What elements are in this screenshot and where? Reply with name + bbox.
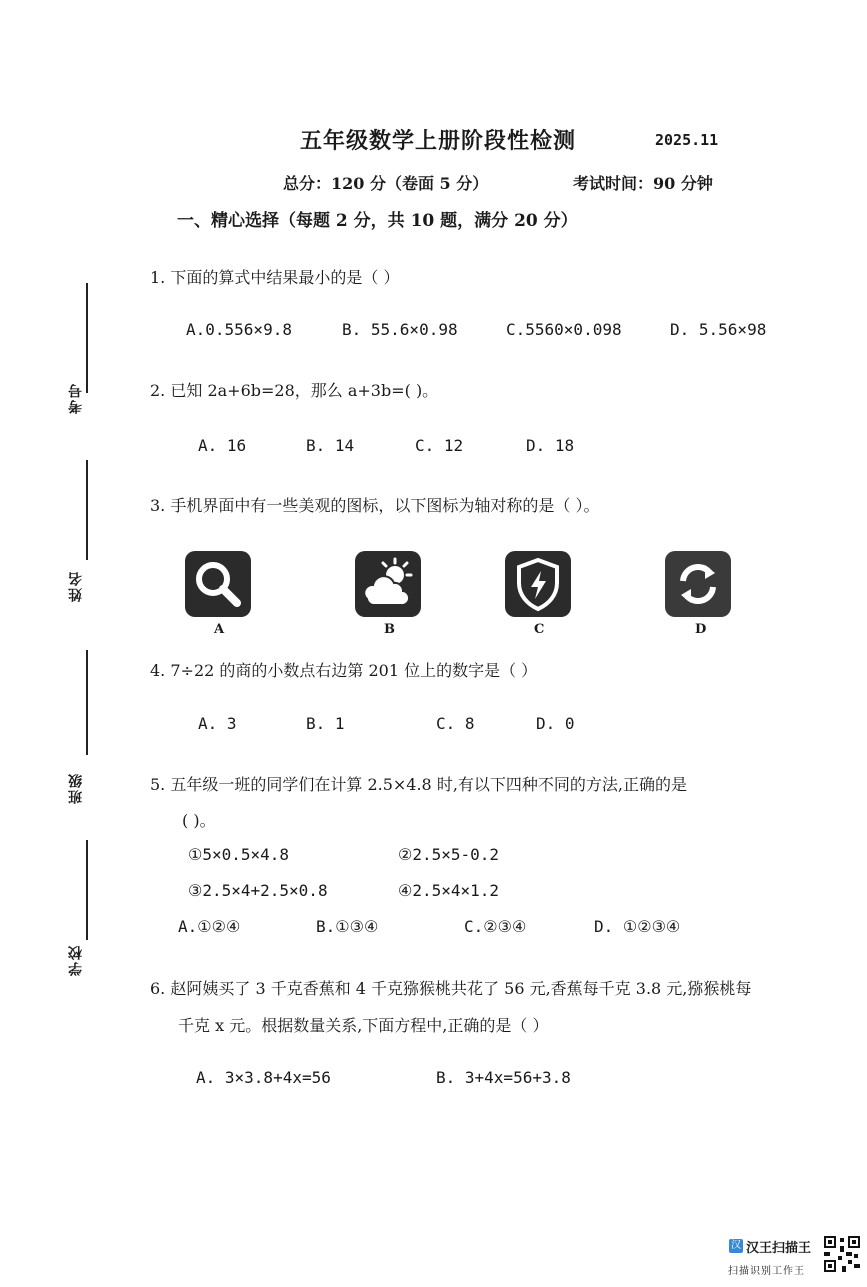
question-6-stem-cont: 千克 x 元。根据数量关系,下面方程中,正确的是（ ）: [178, 1016, 549, 1035]
exam-time: 考试时间：90 分钟: [573, 174, 713, 193]
weather-icon: [355, 551, 421, 617]
class-line: [86, 650, 88, 755]
name-line: [86, 460, 88, 560]
search-icon: [185, 551, 251, 617]
school-label: 学校: [68, 944, 84, 976]
q1-option-a: A.0.556×9.8: [186, 320, 292, 339]
q4-option-a: A. 3: [198, 714, 237, 733]
question-1-stem: 1. 下面的算式中结果最小的是（ ）: [150, 268, 400, 287]
question-5-stem: 5. 五年级一班的同学们在计算 2.5×4.8 时,有以下四种不同的方法,正确的是: [150, 775, 687, 794]
icon-label-b: B: [384, 622, 395, 637]
q5-method-2: ②2.5×5-0.2: [398, 845, 500, 864]
shield-lightning-icon: [505, 551, 571, 617]
total-score: 总分：120 分（卷面 5 分）: [283, 174, 489, 193]
scanner-brand: 汉王扫描王: [746, 1241, 812, 1256]
name-label: 姓名: [68, 570, 84, 602]
q1-option-d: D. 5.56×98: [670, 320, 767, 339]
q5-method-4: ④2.5×4×1.2: [398, 881, 500, 900]
exam-no-label: 考号: [68, 382, 84, 414]
q4-option-b: B. 1: [306, 714, 345, 733]
page-title: 五年级数学上册阶段性检测: [300, 128, 577, 154]
q6-option-a: A. 3×3.8+4x=56: [196, 1068, 331, 1087]
q1-option-b: B. 55.6×0.98: [342, 320, 458, 339]
icon-label-c: C: [534, 622, 545, 637]
q5-option-d: D. ①②③④: [594, 917, 681, 936]
q5-method-3: ③2.5×4+2.5×0.8: [188, 881, 328, 900]
class-label: 班级: [68, 772, 84, 804]
question-3-stem: 3. 手机界面中有一些美观的图标，以下图标为轴对称的是（ ）。: [150, 496, 600, 515]
q2-option-c: C. 12: [415, 436, 464, 455]
q5-method-1: ①5×0.5×4.8: [188, 845, 290, 864]
q2-option-b: B. 14: [306, 436, 355, 455]
scanner-tagline: 扫描识别工作王: [728, 1266, 805, 1277]
q4-option-d: D. 0: [536, 714, 575, 733]
icon-label-a: A: [214, 622, 225, 637]
question-5-blank: ( )。: [182, 811, 216, 830]
icon-label-d: D: [695, 622, 707, 637]
q5-option-b: B.①③④: [316, 917, 379, 936]
q2-option-d: D. 18: [526, 436, 575, 455]
q6-option-b: B. 3+4x=56+3.8: [436, 1068, 571, 1087]
exam-date: 2025.11: [655, 131, 719, 149]
school-line: [86, 840, 88, 940]
q5-option-a: A.①②④: [178, 917, 241, 936]
q2-option-a: A. 16: [198, 436, 247, 455]
q4-option-c: C. 8: [436, 714, 475, 733]
q5-option-c: C.②③④: [464, 917, 527, 936]
section-heading: 一、精心选择（每题 2 分，共 10 题，满分 20 分）: [177, 211, 578, 231]
question-6-stem: 6. 赵阿姨买了 3 千克香蕉和 4 千克猕猴桃共花了 56 元,香蕉每千克 3.8 元,猕猴桃每: [150, 979, 752, 998]
qr-code-icon: [822, 1234, 862, 1274]
q1-option-c: C.5560×0.098: [506, 320, 622, 339]
exam-no-line: [86, 283, 88, 393]
question-2-stem: 2. 已知 2a+6b=28，那么 a+3b=( )。: [150, 381, 439, 400]
refresh-icon: [665, 551, 731, 617]
question-4-stem: 4. 7÷22 的商的小数点右边第 201 位上的数字是（ ）: [150, 661, 538, 680]
scanner-logo-icon: 汉: [731, 1240, 741, 1251]
